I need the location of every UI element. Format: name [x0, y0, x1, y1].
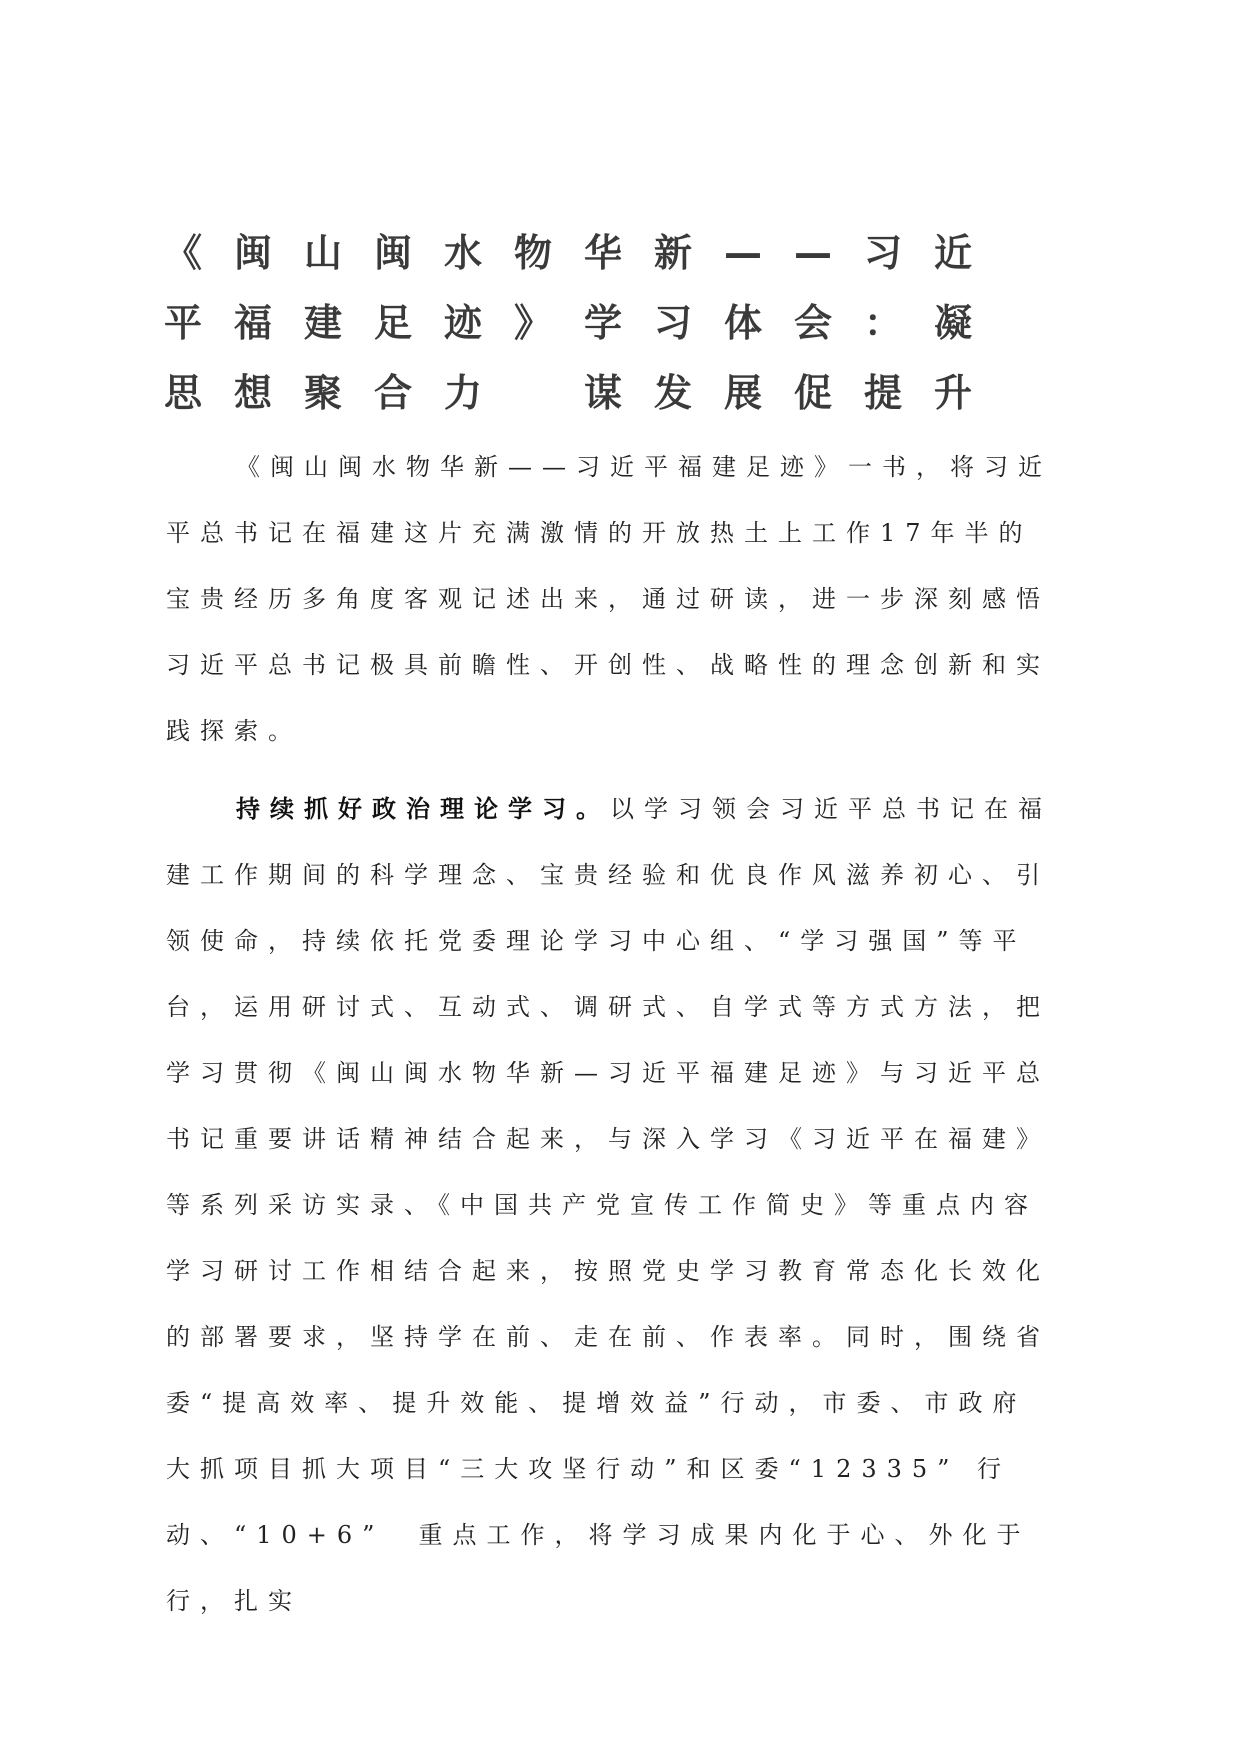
study-paragraph	[166, 776, 1058, 1634]
study-paragraph-text: 以学习领会习近平总书记在福建工作期间的科学理念、宝贵经验和优良作风滋养初心、引领使命，持续依托党委理论学习中心组、“学习强国”等平台，运用研讨式、互动式、调研式、自学式等方式方法，把学习贯彻《闽山闽水物华新—习近平福建足迹》与习近平总书记重要讲话精神结合起来，与深入学习《习近平在福建》等系列采访实录、《中国共产党宣传工作简史》等重点内容学习研讨工作相结合起来，按照党史学习教育常态化长效化的部署要求，坚持学在前、走在前、作表率。同时，围绕省委“提高效率、提升效能、提增效益”行动，市委、市政府大抓项目抓大项目“三大攻坚行动”和区委“12335” 行动、“10+6” 重点工作，将学习成果内化于心、外化于行，扎实	[166, 795, 1052, 1615]
intro-paragraph-text: 《闽山闽水物华新——习近平福建足迹》一书，将习近平总书记在福建这片充满激情的开放热土上工作17年半的宝贵经历多角度客观记述出来，通过研读，进一步深刻感悟习近平总书记极具前瞻性、开创性、战略性的理念创新和实践探索。	[166, 453, 1052, 745]
intro-paragraph	[166, 434, 1058, 764]
section-lead-heading: 持续抓好政治理论学习。	[236, 795, 610, 823]
document-title: 《闽山闽水物华新——习近平福建足迹》学习体会：凝思想聚合力 谋发展促提升	[164, 231, 1005, 415]
